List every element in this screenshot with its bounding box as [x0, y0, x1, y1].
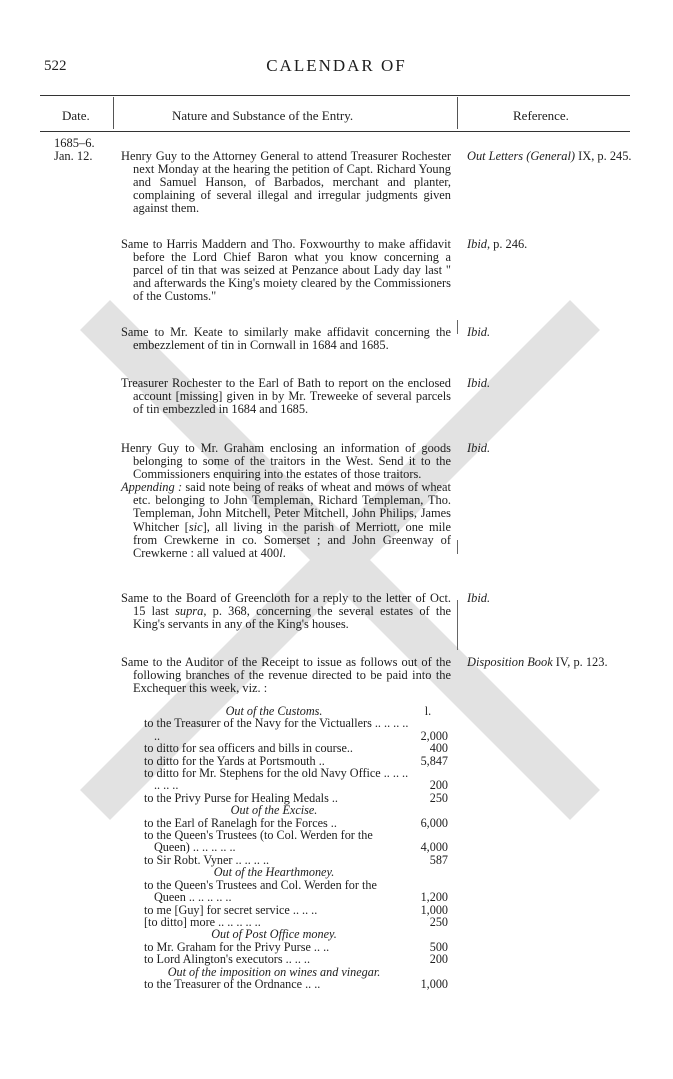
column-header-nature: Nature and Substance of the Entry. [172, 108, 354, 123]
payment-payee: to the Treasurer of the Ordnance .. .. [144, 976, 321, 991]
section-heading: Out of the Hearthmoney. [213, 865, 335, 880]
payment-amount: 250 [429, 790, 448, 805]
entry-text: Same to Mr. Keate to similarly make affidavit concerning the embezzlement of tin in Cornwall in 1684 and 1685. [121, 325, 451, 353]
column-header-date: Date. [62, 108, 90, 123]
column-divider-reference [457, 97, 458, 129]
payment-payee: to ditto for Mr. Stephens for the old Navy Office .. .. .. .. .. .. [144, 766, 409, 793]
entry-text: Treasurer Rochester to the Earl of Bath to report on the enclosed account [missing] given in by Mr. Treweeke of several parcels of tin embezzled in 1684 and 1685. [121, 376, 451, 417]
entry-text: Same to the Auditor of the Receipt to issue as follows out of the following branches of the revenue directed to be paid into the Exchequer this week, viz. : [121, 655, 451, 696]
payment-amount: 5,847 [420, 753, 448, 768]
payment-list-customs [144, 717, 448, 804]
payment-amount: 587 [429, 852, 448, 867]
reference-source: Ibid. [467, 441, 491, 455]
reference-4 [467, 377, 637, 390]
payment-amount: 1,000 [420, 976, 448, 991]
header-rule-top [40, 95, 630, 96]
reference-5 [467, 442, 637, 455]
margin-rule [457, 540, 458, 554]
date-day: Jan. 12. [54, 149, 93, 163]
entry-6 [121, 592, 451, 631]
payment-amount: 400 [429, 741, 448, 756]
column-divider-date [113, 97, 114, 129]
payment-amount: 250 [429, 914, 448, 929]
payment-payee: to the Queen's Trustees (to Col. Werden for the Queen) .. .. .. .. .. [144, 828, 373, 855]
date-year: 1685–6. [54, 136, 95, 150]
payment-row [144, 717, 448, 742]
payment-amount: 1,200 [420, 890, 448, 905]
entry-1 [121, 150, 451, 215]
payment-payee: to Mr. Graham for the Privy Purse .. .. [144, 939, 330, 954]
page-number: 522 [44, 58, 67, 74]
payment-row [144, 829, 448, 854]
reference-6 [467, 592, 637, 605]
payment-row [144, 879, 448, 904]
payment-amount: 200 [429, 952, 448, 967]
appending-note: Appending : said note being of reaks of wheat and mows of wheat etc. belonging to John Templeman, Richard Templeman, Tho. Templeman, John Mitchell, Peter Mitchell, John Philips, James Whitcher [sic], all living in the parish of Merriott, one mile from Crewkerne in co. Somerset ; and John Greenway of Crewkerne : all valued at 400l. [121, 480, 451, 560]
payment-payee: to the Queen's Trustees and Col. Werden for the Queen .. .. .. .. .. [144, 877, 377, 905]
payment-payee: to Lord Alington's executors .. .. .. [144, 952, 311, 967]
section-heading: Out of the Excise. [230, 803, 318, 818]
margin-rule [457, 320, 458, 334]
entry-text: Same to the Board of Greencloth for a reply to the letter of Oct. 15 last supra, p. 368, concerning the several estates of the King's servants in any of the King's houses. [121, 591, 452, 632]
payment-payee: to the Treasurer of the Navy for the Victuallers .. .. .. .. .. [144, 716, 409, 743]
reference-3 [467, 326, 637, 339]
reference-source: Out Letters (General) [467, 149, 576, 163]
reference-7 [467, 656, 637, 669]
payment-row [144, 953, 448, 965]
entry-7 [121, 656, 451, 695]
payment-list-hearth [144, 879, 448, 929]
appending-label: Appending : [121, 480, 183, 495]
payment-amount: 4,000 [420, 840, 448, 855]
payment-row [144, 978, 448, 990]
payment-list-excise [144, 817, 448, 867]
margin-rule [457, 600, 458, 650]
payment-payee: to ditto for the Yards at Portsmouth .. [144, 753, 325, 768]
payment-list-wines [144, 978, 448, 990]
entry-3 [121, 326, 451, 352]
payment-payee: to Sir Robt. Vyner .. .. .. .. [144, 852, 270, 867]
payment-list-post [144, 941, 448, 966]
reference-2 [467, 238, 637, 251]
reference-source: Ibid [467, 237, 487, 251]
payment-amount: 500 [429, 939, 448, 954]
entry-4 [121, 377, 451, 416]
payment-payee: [to ditto] more .. .. .. .. .. [144, 914, 261, 929]
running-head: CALENDAR OF [266, 56, 407, 75]
reference-detail: , p. 246. [486, 237, 528, 251]
reference-source: Ibid. [467, 325, 491, 339]
reference-source: Disposition Book [467, 655, 553, 669]
currency-unit: l. [424, 704, 432, 718]
reference-source: Ibid. [467, 376, 491, 390]
column-header-reference: Reference. [513, 108, 569, 123]
payment-payee: to me [Guy] for secret service .. .. .. [144, 902, 318, 917]
payment-payee: to ditto for sea officers and bills in course.. [144, 741, 353, 756]
payment-payee: to the Earl of Ranelagh for the Forces .. [144, 815, 337, 830]
payment-row [144, 767, 448, 792]
entry-2 [121, 238, 451, 303]
section-heading: Out of Post Office money. [211, 927, 337, 942]
entry-text: Henry Guy to the Attorney General to attend Treasurer Rochester next Monday at the hearing the petition of Capt. Richard Young and Samuel Hanson, of Barbados, merchant and planter, complaining of several illegal and irregular judgments given against them. [121, 149, 451, 216]
payment-amount: 200 [429, 778, 448, 793]
entry-text: Henry Guy to Mr. Graham enclosing an information of goods belonging to some of the traitors in the West. Send it to the Commissioners enquiring into the estates of those traitors. [121, 441, 451, 482]
entry-text: Same to Harris Maddern and Tho. Foxwourthy to make affidavit before the Lord Chief Baron what you know concerning a parcel of tin that was seized at Penzance about Lady day last " and afterwards the King's moiety cleared by the Commissioners of the Customs." [121, 237, 451, 304]
payment-payee: to the Privy Purse for Healing Medals .. [144, 790, 338, 805]
payment-schedule [144, 705, 448, 990]
payment-amount: 2,000 [420, 728, 448, 743]
entry-5 [121, 442, 451, 560]
reference-detail: IV, p. 123. [552, 655, 608, 669]
reference-detail: IX, p. 245. [575, 149, 632, 163]
payment-row [144, 742, 448, 754]
reference-source: Ibid. [467, 591, 491, 605]
payment-amount: 6,000 [420, 815, 448, 830]
reference-1 [467, 150, 637, 163]
section-heading: Out of the imposition on wines and vinegar. [167, 964, 381, 979]
payment-amount: 1,000 [420, 902, 448, 917]
header-rule-bottom [40, 131, 630, 132]
section-heading: Out of the Customs. [225, 704, 323, 718]
